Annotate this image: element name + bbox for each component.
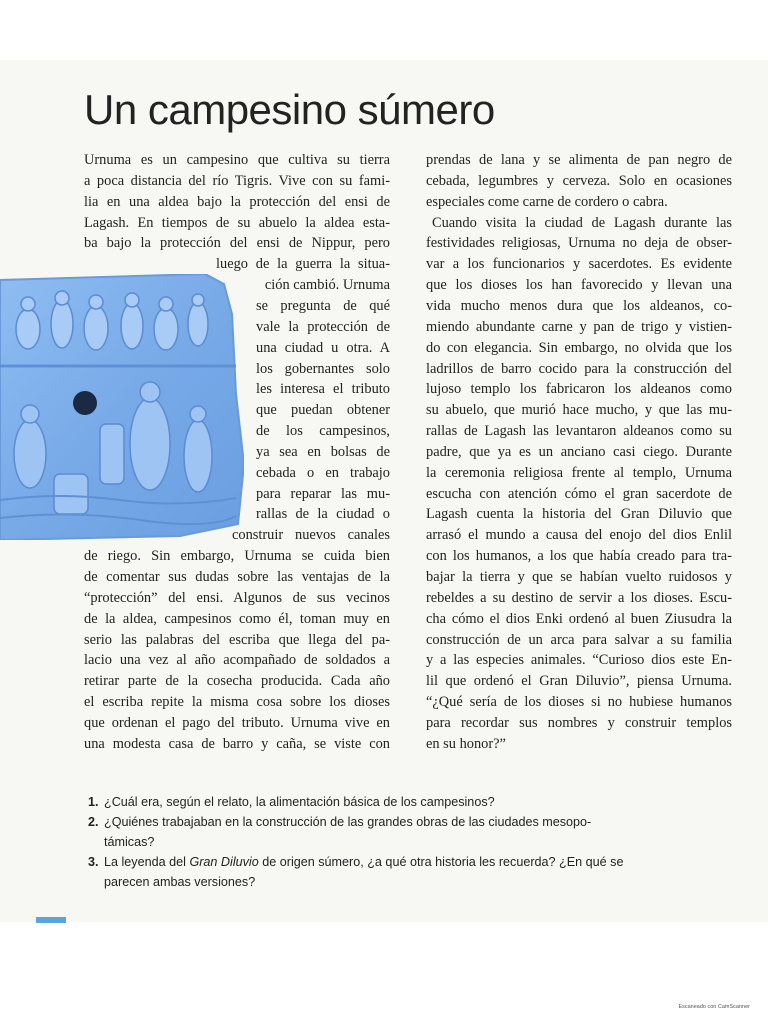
text-line: construcción de un arca para salvar a su familia: [426, 631, 732, 648]
text-line: cha cómo el dios Enki ordenó al buen Ziusudra la: [426, 610, 732, 627]
text-line: les interesa el tributo: [256, 381, 390, 398]
text-line: retirar parte de la cosecha producida. Cada año: [84, 673, 390, 690]
text-line: su abuelo, que murió hace mucho, y que las mu-: [426, 402, 732, 419]
text-line: arrasó el mundo a causa del enojo del dios Enlil: [426, 527, 732, 544]
text-line: ya sea en bolsas de: [256, 443, 390, 460]
question-emphasis: Gran Diluvio: [189, 855, 259, 869]
text-line: Urnuma es un campesino que cultiva su tierra: [84, 152, 390, 168]
question-text: La leyenda del: [104, 855, 190, 869]
text-line: la ceremonia religiosa frente al templo, Urnuma: [426, 464, 732, 481]
relief-hole: [73, 391, 97, 415]
text-line: de la aldea, campesinos como él, toman muy en: [84, 610, 390, 627]
text-line: una modesta casa de barro y caña, se viste con: [84, 735, 390, 752]
text-line: rebeldes a su destino de servir a los dioses. Escu-: [426, 589, 732, 606]
text-line: ción cambió. Urnuma: [264, 277, 390, 294]
text-line: los gobernantes solo: [256, 360, 390, 377]
question-item: [88, 812, 628, 852]
text-line: a poca distancia del río Tigris. Vive con su fami-: [84, 172, 390, 189]
text-line: lujoso templo los fabricaron los aldeanos como: [426, 381, 732, 398]
text-line: padre, que ya es un anciano casi ciego. Durante: [426, 443, 732, 460]
text-line: rallas de la ciudad o: [256, 506, 390, 523]
text-line: var a los funcionarios y sacerdotes. Es evidente: [426, 256, 732, 273]
text-line: bajar la tierra y que se habían vuelto ruidosos y: [426, 569, 732, 585]
text-line: de comentar sus dudas sobre las ventajas de la: [84, 569, 390, 585]
sumerian-relief-image: [0, 274, 244, 540]
text-line: lil que ordenó el Gran Diluvio”, piensa Urnuma.: [426, 673, 732, 690]
text-line: para recordar sus nombres y construir templos: [426, 714, 732, 731]
text-line: prendas de lana y se alimenta de pan negro de: [426, 152, 732, 168]
text-line: escucha con atención cómo el gran sacerdote de: [426, 485, 732, 502]
question-number: 1.: [88, 795, 99, 809]
text-line: con los humanos, a los que había creado para tra-: [426, 548, 732, 565]
page-color-tab: [36, 917, 66, 923]
question-text: ¿Quiénes trabajaban en la construcción de las grandes obras de las ciudades mesopo-támicas?: [104, 815, 592, 849]
question-item: [88, 792, 628, 812]
text-line: serio las palabras del escriba que llega del pa-: [84, 631, 390, 648]
question-number: 2.: [88, 815, 99, 829]
questions-list: [88, 792, 628, 892]
text-line: cebada, legumbres y cerveza. Solo en ocasiones: [426, 172, 732, 189]
text-line: vale la protección de: [256, 318, 390, 335]
text-line: Cuando visita la ciudad de Lagash durante las: [432, 214, 732, 231]
text-line: se pregunta de qué: [256, 297, 390, 314]
text-line: lia en una aldea bajo la protección del ensi de: [84, 193, 390, 210]
scanner-watermark: Escaneado con CamScanner: [678, 1004, 750, 1010]
page-title: Un campesino súmero: [84, 86, 495, 133]
text-line: que los dioses los han favorecido y llevan una: [426, 277, 732, 294]
text-line: especiales come carne de cordero o cabra.: [426, 193, 668, 210]
text-line: de los campesinos,: [256, 423, 390, 440]
text-line: que ordenan el pago del tributo. Urnuma vive en: [84, 714, 390, 731]
text-line: que puedan obtener: [256, 402, 390, 419]
text-line: do con elegancia. Sin embargo, no olvida que los: [426, 339, 732, 356]
text-line: rallas de Lagash las levantaron aldeanos como su: [426, 423, 732, 440]
text-line: “protección” del ensi. Algunos de sus vecinos: [84, 589, 390, 606]
text-line: Lagash. En tiempos de su abuelo la aldea esta-: [84, 214, 390, 231]
text-line: luego de la guerra la situa-: [216, 256, 390, 273]
text-line: lacio una vez al año acompañado de soldados a: [84, 652, 390, 669]
text-line: y a las especies animales. “Curioso dios este En-: [426, 652, 732, 669]
text-line: “¿Qué sería de los dioses si no hubiese humanos: [426, 694, 732, 711]
text-line: de riego. Sin embargo, Urnuma se cuida bien: [84, 548, 390, 565]
text-line: Lagash cuenta la historia del Gran Diluvio que: [426, 506, 732, 523]
text-line: miendo abundante carne y pan de trigo y vistien-: [426, 318, 732, 335]
text-line: construir nuevos canales: [232, 527, 390, 544]
text-line: una ciudad u otra. A: [256, 339, 390, 356]
question-text-continued: de origen súmero, ¿a qué otra historia les recuerda? ¿En qué se parecen ambas versiones?: [104, 855, 624, 889]
text-line: ladrillos de barro cocido para la construcción del: [426, 360, 732, 377]
question-number: 3.: [88, 855, 99, 869]
text-line: vida mucho menos dura que los aldeanos, co-: [426, 297, 732, 314]
text-line: ba bajo la protección del ensi de Nippur, pero: [84, 235, 390, 252]
text-line: cebada o en trabajo: [256, 464, 390, 481]
question-text: ¿Cuál era, según el relato, la alimentación básica de los campesinos?: [104, 795, 495, 809]
text-line: para reparar las mu-: [256, 485, 390, 502]
text-line: festividades religiosas, Urnuma no deja de obser-: [426, 235, 732, 252]
text-line: en su honor?”: [426, 735, 506, 752]
text-line: el escriba repite la misma cosa sobre los dioses: [84, 694, 390, 711]
question-item: [88, 852, 628, 892]
